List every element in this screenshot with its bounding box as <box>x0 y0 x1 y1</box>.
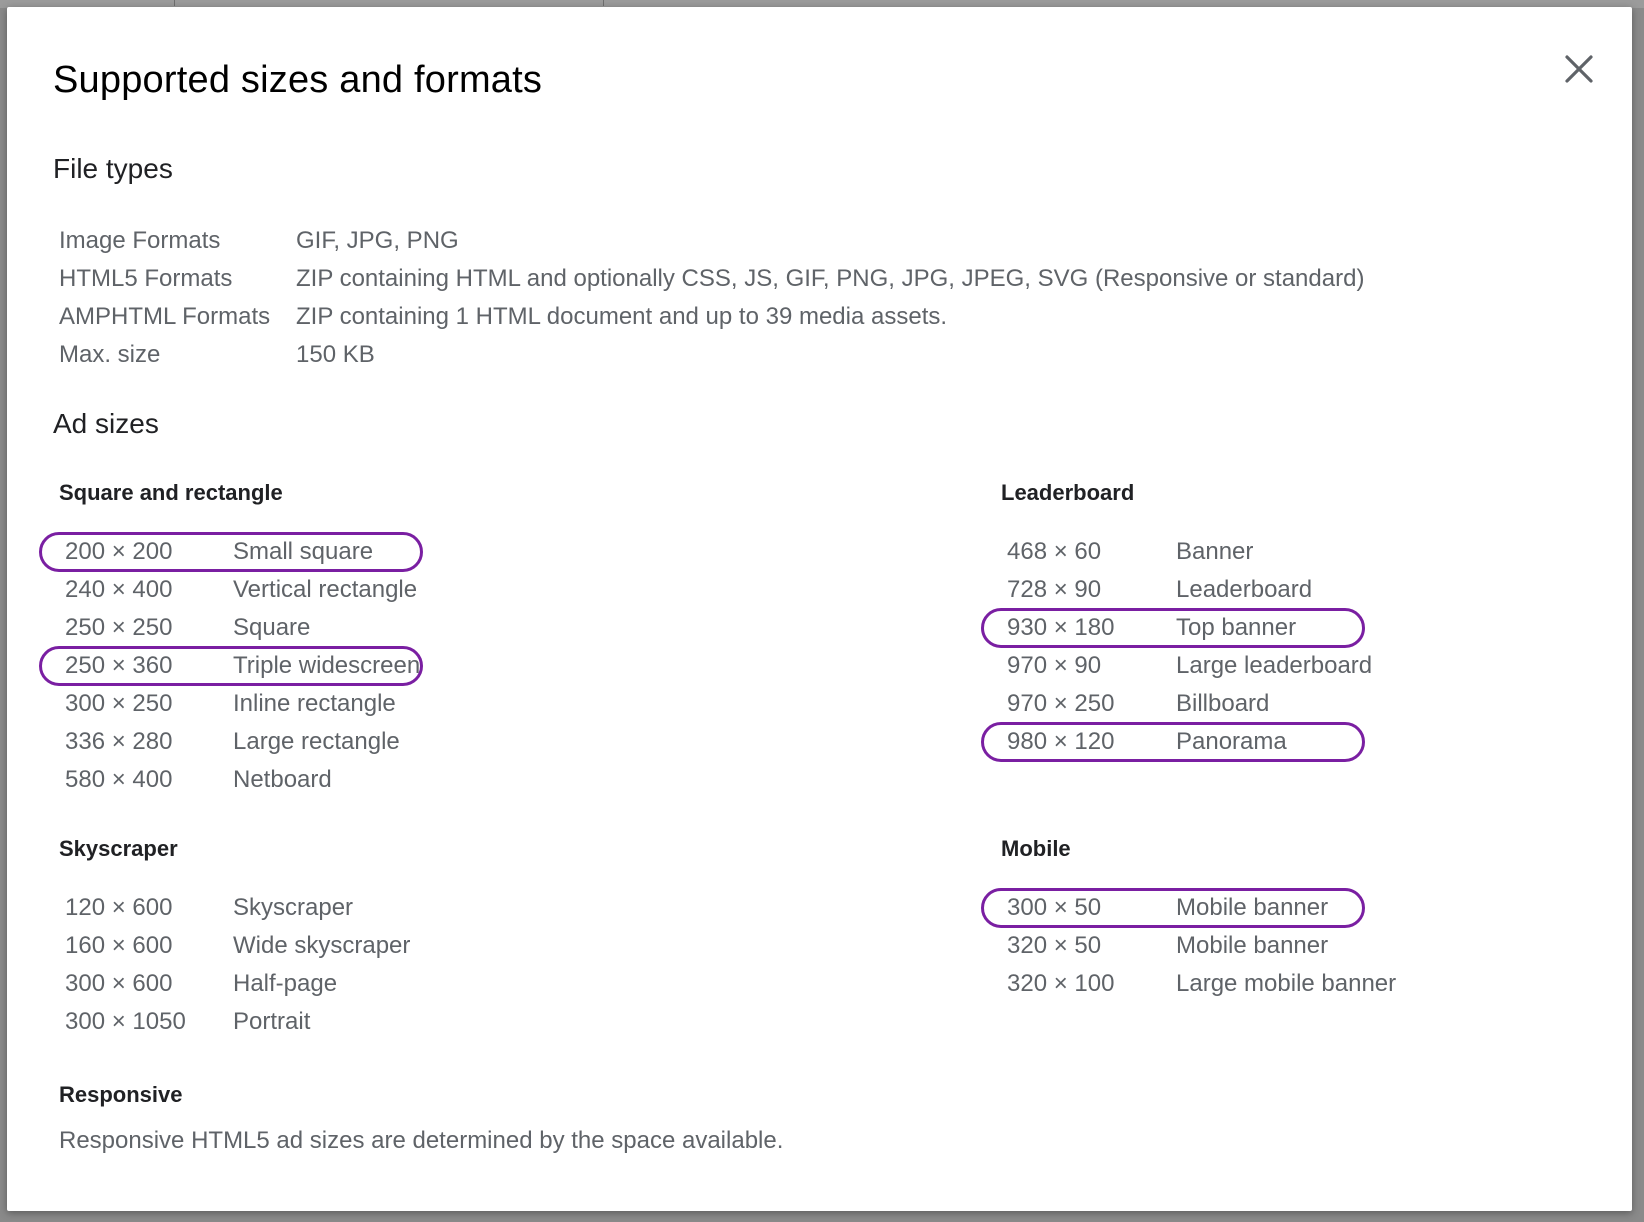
close-icon[interactable] <box>1559 49 1599 89</box>
file-type-value: ZIP containing HTML and optionally CSS, JS, GIF, PNG, JPG, JPEG, SVG (Responsive or standard) <box>296 265 1365 292</box>
file-type-key: Image Formats <box>59 227 221 254</box>
group-title: Square and rectangle <box>59 480 283 505</box>
file-type-value: GIF, JPG, PNG <box>296 227 459 254</box>
ad-size-dimensions: 160 × 600 <box>65 932 173 959</box>
ad-size-dimensions: 250 × 360 <box>65 652 173 679</box>
ad-size-name: Panorama <box>1176 728 1287 755</box>
file-type-value: 150 KB <box>296 341 375 368</box>
backdrop-divider <box>603 0 604 6</box>
ad-size-name: Large rectangle <box>233 728 400 755</box>
ad-sizes-heading: Ad sizes <box>53 408 159 439</box>
ad-size-name: Large leaderboard <box>1176 652 1373 679</box>
dialog-title: Supported sizes and formats <box>53 59 543 101</box>
ad-size-dimensions: 300 × 600 <box>65 970 173 997</box>
ad-size-dimensions: 970 × 250 <box>1007 690 1115 717</box>
supported-sizes-dialog <box>7 7 1632 1211</box>
ad-size-name: Half-page <box>233 970 338 997</box>
ad-size-name: Netboard <box>233 766 332 793</box>
ad-size-dimensions: 580 × 400 <box>65 766 173 793</box>
close-icon-graphic <box>1559 49 1599 89</box>
file-types-heading: File types <box>53 153 173 184</box>
ad-size-dimensions: 468 × 60 <box>1007 538 1102 565</box>
ad-size-dimensions: 300 × 250 <box>65 690 173 717</box>
ad-size-name: Banner <box>1176 538 1254 565</box>
ad-size-dimensions: 320 × 50 <box>1007 932 1102 959</box>
file-type-value: ZIP containing 1 HTML document and up to 39 media assets. <box>296 303 948 330</box>
ad-size-dimensions: 980 × 120 <box>1007 728 1115 755</box>
ad-size-name: Square <box>233 614 311 641</box>
ad-size-dimensions: 200 × 200 <box>65 538 173 565</box>
ad-size-dimensions: 120 × 600 <box>65 894 173 921</box>
ad-size-dimensions: 300 × 50 <box>1007 894 1102 921</box>
ad-size-name: Large mobile banner <box>1176 970 1397 997</box>
ad-size-name: Inline rectangle <box>233 690 396 717</box>
group-title: Responsive <box>59 1082 183 1107</box>
ad-size-dimensions: 970 × 90 <box>1007 652 1102 679</box>
ad-size-dimensions: 250 × 250 <box>65 614 173 641</box>
ad-size-name: Triple widescreen <box>233 652 421 679</box>
ad-size-name: Wide skyscraper <box>233 932 411 959</box>
ad-size-name: Billboard <box>1176 690 1270 717</box>
ad-size-dimensions: 728 × 90 <box>1007 576 1102 603</box>
group-title: Leaderboard <box>1001 480 1135 505</box>
file-type-key: HTML5 Formats <box>59 265 233 292</box>
group-title: Mobile <box>1001 836 1071 861</box>
group-title: Skyscraper <box>59 836 178 861</box>
ad-size-dimensions: 240 × 400 <box>65 576 173 603</box>
ad-size-name: Portrait <box>233 1008 311 1035</box>
backdrop-divider <box>174 0 175 6</box>
responsive-note: Responsive HTML5 ad sizes are determined by the space available. <box>59 1127 784 1154</box>
ad-size-name: Vertical rectangle <box>233 576 418 603</box>
ad-size-name: Top banner <box>1176 614 1297 641</box>
ad-size-dimensions: 300 × 1050 <box>65 1008 186 1035</box>
ad-size-name: Leaderboard <box>1176 576 1313 603</box>
file-type-key: Max. size <box>59 341 161 368</box>
ad-size-dimensions: 320 × 100 <box>1007 970 1115 997</box>
ad-size-dimensions: 930 × 180 <box>1007 614 1115 641</box>
ad-size-dimensions: 336 × 280 <box>65 728 173 755</box>
ad-size-name: Mobile banner <box>1176 932 1329 959</box>
ad-size-name: Skyscraper <box>233 894 354 921</box>
ad-size-name: Small square <box>233 538 374 565</box>
file-type-key: AMPHTML Formats <box>59 303 271 330</box>
ad-size-name: Mobile banner <box>1176 894 1329 921</box>
